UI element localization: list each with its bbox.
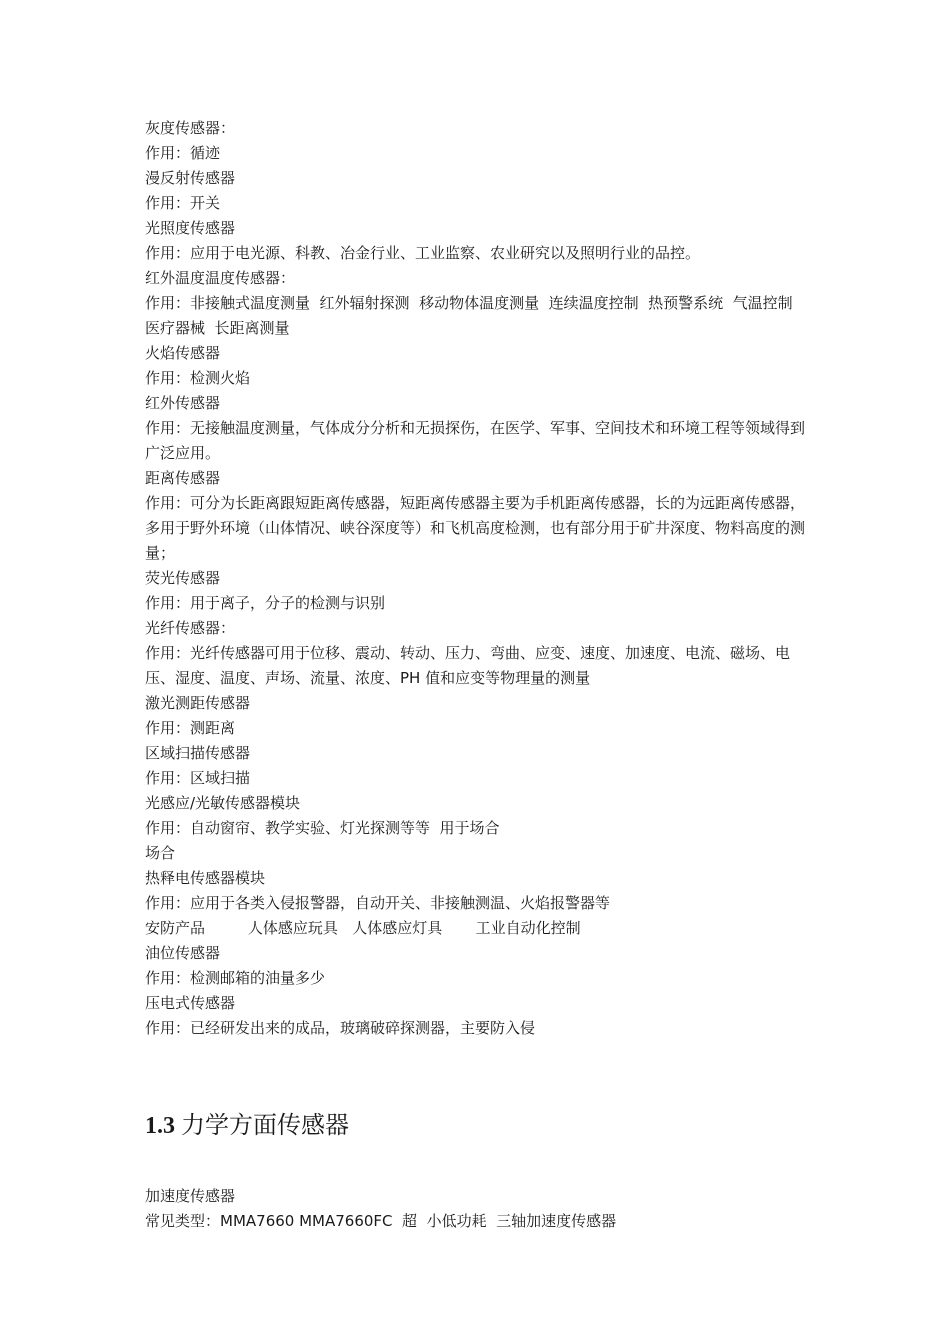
text-line: 区域扫描传感器 [145,744,251,762]
text-line: 红外传感器 [145,394,221,412]
text-line: 荧光传感器 [145,569,221,587]
text-line: 光照度传感器 [145,219,236,237]
text-line: 漫反射传感器 [145,169,236,187]
text-line: 作用：光纤传感器可用于位移、震动、转动、压力、弯曲、应变、速度、加速度、电流、磁场、电压、湿度、温度、声场、流量、浓度、PH 值和应变等物理量的测量 [145,644,791,687]
text-line: 作用：检测邮箱的油量多少 [145,969,326,987]
text-line: 作用：应用于各类入侵报警器，自动开关、非接触测温、火焰报警器等 [145,894,611,912]
section-title: 力学方面传感器 [181,1111,349,1139]
text-line: 作用：检测火焰 [145,369,251,387]
text-line: 距离传感器 [145,469,221,487]
section-number: 1.3 [145,1113,175,1139]
text-line: 安防产品 人体感应玩具 人体感应灯具 工业自动化控制 [145,919,581,937]
text-line: 加速度传感器 [145,1187,236,1205]
text-line: 作用：已经研发出来的成品，玻璃破碎探测器，主要防入侵 [145,1019,536,1037]
text-line: 作用：自动窗帘、教学实验、灯光探测等等 用于场合 [145,819,500,837]
section-heading [145,1105,813,1146]
text-line: 作用：无接触温度测量，气体成分分析和无损探伤，在医学、军事、空间技术和环境工程等领域得到广泛应用。 [145,419,806,462]
text-line: 常见类型：MMA7660 MMA7660FC 超 小低功耗 三轴加速度传感器 [145,1212,617,1230]
text-line: 激光测距传感器 [145,694,251,712]
document-body [145,116,813,1234]
text-line: 压电式传感器 [145,994,236,1012]
text-line: 油位传感器 [145,944,221,962]
text-line: 作用：非接触式温度测量 红外辐射探测 移动物体温度测量 连续温度控制 热预警系统 气温控制 医疗器械 长距离测量 [145,294,803,337]
text-line: 作用：区域扫描 [145,769,251,787]
text-line: 火焰传感器 [145,344,221,362]
text-line: 作用：循迹 [145,144,221,162]
mechanics-sensor-list [145,1184,813,1234]
text-line: 光纤传感器： [145,619,236,637]
text-line: 作用：用于离子，分子的检测与识别 [145,594,386,612]
text-line: 作用：可分为长距离跟短距离传感器，短距离传感器主要为手机距离传感器，长的为远距离传感器，多用于野外环境（山体情况、峡谷深度等）和飞机高度检测，也有部分用于矿井深度、物料高度的测量； [145,494,806,562]
text-line: 场合 [145,844,176,862]
text-line: 红外温度温度传感器： [145,269,296,287]
text-line: 灰度传感器： [145,119,236,137]
text-line: 热释电传感器模块 [145,869,266,887]
sensor-list [145,116,813,1041]
text-line: 作用：测距离 [145,719,236,737]
text-line: 作用：应用于电光源、科教、冶金行业、工业监察、农业研究以及照明行业的品控。 [145,244,701,262]
text-line: 作用：开关 [145,194,221,212]
text-line: 光感应/光敏传感器模块 [145,794,301,812]
